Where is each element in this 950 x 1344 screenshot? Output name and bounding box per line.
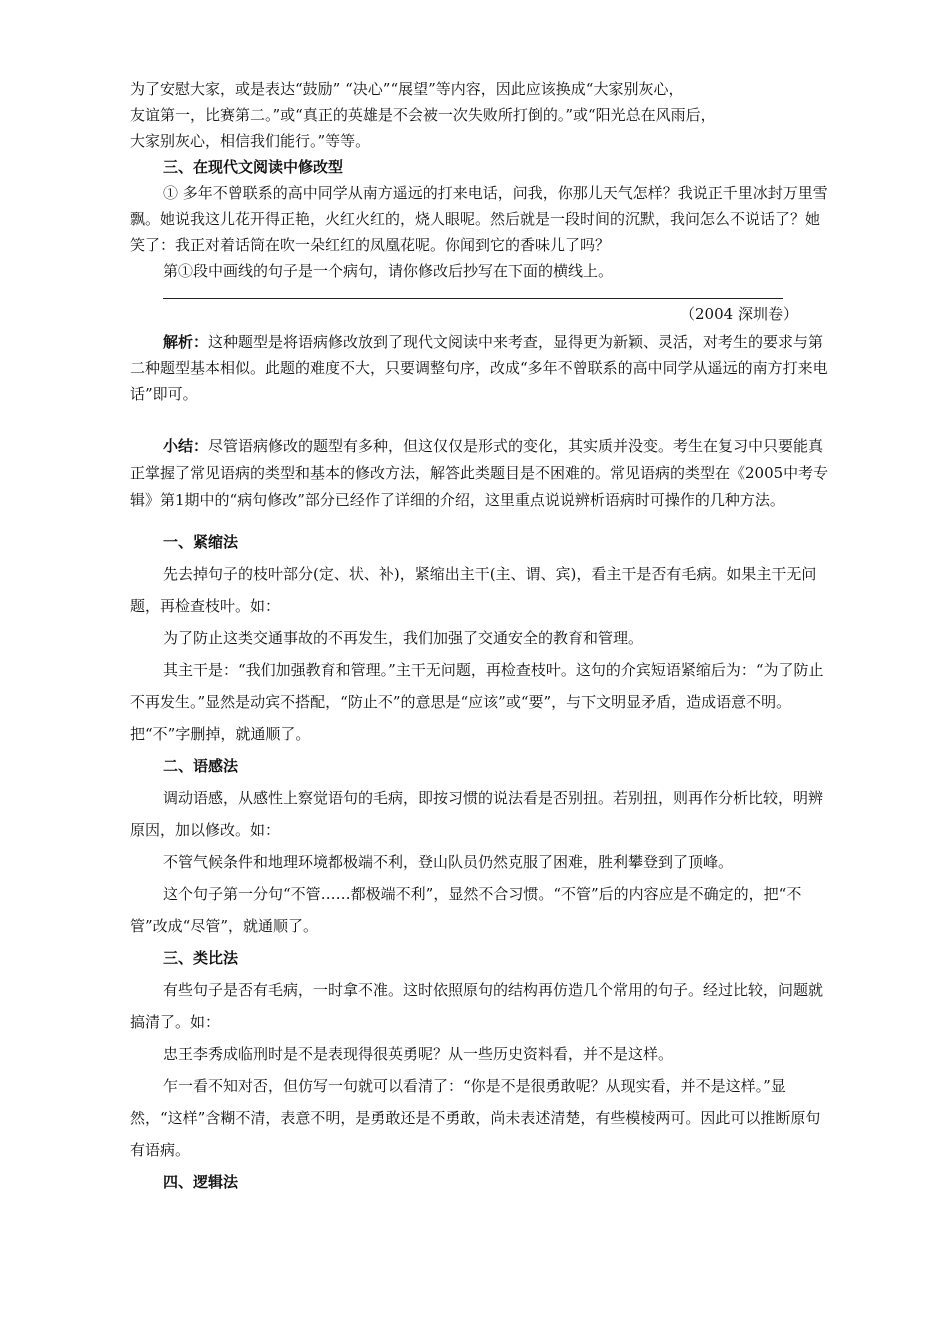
text-line: 大家别灰心，相信我们能行。”等等。 [130,132,371,150]
source-note: （2004 深圳卷） [680,305,798,323]
method-heading-1: 一、紧缩法 [163,533,239,551]
method-heading-4: 四、逻辑法 [163,1173,239,1191]
analysis-label: 解析： [163,333,209,351]
method-example: 忠王李秀成临刑时是不是表现得很英勇呢？从一些历史资料看，并不是这样。 [163,1045,674,1063]
summary-label: 小结： [163,437,209,455]
method-para: 调动语感，从感性上察觉语句的毛病，即按习惯的说法看是否别扭。若别扭，则再作分析比较，明辨原因，加以修改。如： [130,789,824,839]
section-heading: 三、在现代文阅读中修改型 [163,158,344,176]
top-section [130,76,830,284]
method-para: 先去掉句子的枝叶部分(定、状、补)，紧缩出主干(主、谓、宾)，看主干是否有毛病。如果主干无问题，再检查枝叶。如： [130,565,817,615]
method-para: 乍一看不知对否，但仿写一句就可以看清了：“你是不是很勇敢呢？从现实看，并不是这样。”显然，“这样”含糊不清，表意不明，是勇敢还是不勇敢，尚未表述清楚，有些模棱两可。因此可以推断原句有语病。 [130,1077,821,1159]
answer-line [163,298,783,299]
method-para: 有些句子是否有毛病，一时拿不准。这时依照原句的结构再仿造几个常用的句子。经过比较，问题就搞清了。如： [130,981,824,1031]
method-heading-2: 二、语感法 [163,757,239,775]
method-example: 不管气候条件和地理环境都极端不利，登山队员仍然克服了困难，胜利攀登到了顶峰。 [163,853,734,871]
method-heading-3: 三、类比法 [163,949,239,967]
text-line: 友谊第一，比赛第二。”或“真正的英雄是不会被一次失败所打倒的。”或“阳光总在风雨后， [130,106,716,124]
analysis-text: 这种题型是将语病修改放到了现代文阅读中来考查，显得更为新颖、灵活，对考生的要求与第二种题型基本相似。此题的难度不大，只要调整句序，改成“多年不曾联系的高中同学从遥远的南方打来电话”即可。 [130,333,828,403]
analysis-paragraph [130,329,830,407]
text-line: 为了安慰大家，或是表达“鼓励” “决心”“展望”等内容，因此应该换成“大家别灰心， [130,80,684,98]
method-example: 为了防止这类交通事故的不再发生，我们加强了交通安全的教育和管理。 [163,629,644,647]
summary-text: 尽管语病修改的题型有多种，但这仅仅是形式的变化，其实质并没变。考生在复习中只要能真正掌握了常见语病的类型和基本的修改方法，解答此类题目是不困难的。常见语病的类型在《2005中考专辑》第1期中的“病句修改”部分已经作了详细的介绍，这里重点说说辨析语病时可操作的几种方法。 [130,437,829,509]
question-paragraph: ① 多年不曾联系的高中同学从南方遥远的打来电话，问我，你那儿天气怎样？我说正千里冰封万里雪飘。她说我这儿花开得正艳，火红火红的，烧人眼呢。然后就是一段时间的沉默，我问怎么不说话了？她笑了：我正对着话筒在吹一朵红红的凤凰花呢。你闻到它的香味儿了吗？ [130,184,828,254]
method-para: 这个句子第一分句“不管……都极端不利”，显然不合习惯。“不管”后的内容应是不确定的，把“不管”改成“尽管”，就通顺了。 [130,885,802,935]
summary-paragraph [130,433,830,514]
method-para: 其主干是：“我们加强教育和管理。”主干无问题，再检查枝叶。这句的介宾短语紧缩后为：“为了防止不再发生。”显然是动宾不搭配，“防止不”的意思是“应该”或“要”，与下文明显矛盾，造成语意不明。把“不”字删掉，就通顺了。 [130,661,824,743]
main-section [130,329,830,1198]
question-task: 第①段中画线的句子是一个病句，请你修改后抄写在下面的横线上。 [163,262,614,280]
